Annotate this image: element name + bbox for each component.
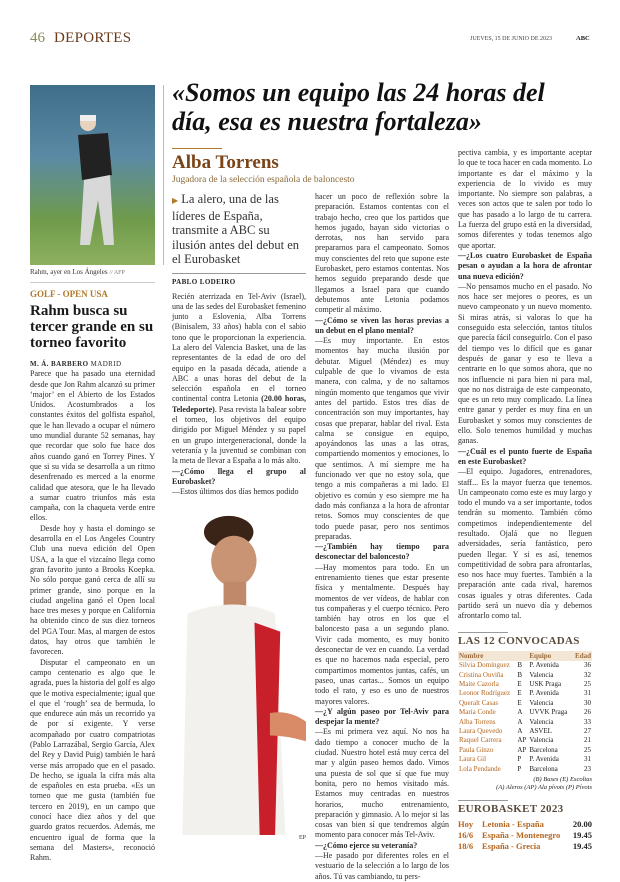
team: Barcelona	[529, 764, 558, 773]
table-row	[458, 679, 592, 688]
team: ASVEL	[529, 727, 552, 735]
caption-text: Rahm, ayer en Los Ángeles	[30, 268, 108, 276]
text: . Pasa revista la balear sobre el torneo, los objetivos del equipo dirigido por Miguel Méndez y su papel en un grupo intergeneracional, donde la veteranía y la juventud se combinan con la meta de llevar a España a lo más alto.	[172, 404, 306, 466]
team: Valencia	[529, 736, 554, 745]
column-separator	[163, 85, 164, 265]
position: P	[517, 755, 522, 764]
position: A	[517, 717, 523, 726]
table-row	[458, 689, 592, 698]
player-name: Laura Gil	[459, 755, 487, 764]
age: 23	[584, 764, 591, 773]
table-row	[458, 670, 592, 679]
player-name: Raquel Carrera	[459, 736, 502, 745]
schedule-title: EUROBASKET 2023	[458, 802, 564, 815]
player-name: María Conde	[459, 708, 496, 717]
golf-article	[30, 359, 155, 864]
deck-text: La alero, una de las líderes de España, transmite a ABC su ilusión antes del debut en el Eurobasket	[172, 192, 300, 266]
interview-answer	[315, 336, 449, 542]
age: 30	[584, 698, 591, 707]
photo-credit: EP	[298, 835, 306, 842]
golf-story	[30, 268, 155, 864]
age: 31	[584, 755, 591, 764]
paragraph: Disputar el campeonato en un campo centenario es algo que le agrada, pues la historia del golf es algo que le motiva especialmente; igual que el que el ‘rough’ sea de bermuda, lo que endurece aún más un recorrido ya de por sí exigente. Y verse acompañado por cuatro compatriotas (Pablo Larrazábal, Sergio García, Alex del Rey y David Puig) también le hará verse más arropado que en el pasado. De hecho, se iguala la cifra más alta de españoles en esta prueba. «Es un torneo que me gusta (también fue tercero en 2019), en un campo que conocí hace diez años y del que guardo gratos recuerdos. Además, me encuentro igual de forma que la semana del Masters», reconoció Rahm.	[30, 657, 155, 863]
rahm-photo	[30, 85, 155, 265]
player-name: Alba Torrens	[459, 717, 496, 726]
interview-question: —¿Los cuatro Eurobasket de España pesan o ayudan a la hora de afrontar una nueva edición?	[458, 250, 592, 281]
position: A	[517, 708, 523, 717]
table-header-row	[458, 651, 592, 661]
interview-question: —¿Cómo se viven las horas previas a un debut en el plano mental?	[315, 315, 449, 335]
table-row	[458, 755, 592, 764]
match-date: Hoy	[458, 818, 474, 829]
player-name: Paula Ginzo	[459, 745, 494, 754]
schedule-row	[458, 819, 592, 830]
position: A	[517, 727, 523, 735]
age: 32	[584, 670, 591, 679]
interviewee-name: Alba Torrens	[172, 152, 279, 173]
schedule-list	[458, 819, 592, 852]
table-row	[458, 661, 592, 670]
age: 33	[584, 717, 591, 726]
divider	[30, 282, 155, 283]
triangle-bullet-icon: ▶	[172, 196, 179, 205]
roster-legend	[458, 776, 592, 792]
match-teams: España - Grecia	[482, 840, 541, 851]
paragraph: Parece que ha pasado una eternidad desde que Jon Rahm alcanzó su primer ‘major’ en el Abierto de los Estados Unidos. Acostumbrados a los constantes éxitos del golfista español, que le han llevado a ocupar el número uno mundial durante 52 semanas, hay que recordar que solo fue hace dos años cuando ganó en Torrey Pines. Y que si su vida se desarrolla a un ritmo desenfrenado es merced a la enorme calidad que atesora, que le ha llevado a sumar cuatro triunfos más esta campaña, con la chaqueta verde entre ellos.	[30, 369, 155, 523]
team: USK Praga	[529, 679, 562, 688]
age: 26	[584, 708, 591, 717]
dateline: JUEVES, 15 DE JUNIO DE 2023	[470, 36, 552, 42]
interview-answer	[315, 192, 449, 316]
text: —El equipo. Jugadores, entrenadores, staff... Es la mayor fuerza que tenemos. Un campeonato como este es muy largo y todo el mundo va a ser importante, todos tendrán su momento. También cómo competimos independientemente del resultado. Ojalá que no lleguen adversidades, sería fantástico, pero pueden llegar. Y si es así, tenemos competitividad de sobra para afrontarlas, eso nos hace muy fuertes. También a la preparación ante cada rival, haremos cosas iguales y otras diferentes. Cada partido será un nuevo día y debemos afrontarlo como tal.	[458, 467, 592, 621]
match-time: 19.45	[572, 829, 592, 840]
player-figure	[172, 505, 306, 835]
col-header: Nombre	[458, 651, 516, 661]
interview-question: —¿Cómo ejerce su veteranía?	[315, 840, 418, 850]
alba-torrens-photo	[172, 505, 306, 835]
position: E	[517, 689, 522, 698]
interview-answer	[315, 727, 449, 840]
position: B	[517, 661, 523, 670]
table-row	[458, 727, 592, 736]
golfer-figure	[70, 105, 115, 255]
interview-headline: «Somos un equipo las 24 horas del día, esa es nuestra fortaleza»	[172, 78, 545, 136]
golf-byline: M. Á. BARBERO MADRID	[30, 360, 122, 368]
text: hacer un poco de reflexión sobre la preparación. Estamos contentas con el trabajo hecho, creo que los partidos que hemos jugado, hayan sido victorias o derrotas, nos han servido para prepararnos para el campeonato. Somos muy conscientes del reto que supone este Eurobasket, pero estamos contentas. Nos hemos seguido preparando desde que llegamos a Israel para que cuando debutemos ante Letonia podamos competir al máximo.	[315, 192, 449, 315]
table-row	[458, 745, 592, 754]
team: Valencia	[529, 698, 554, 707]
interview-answer	[458, 467, 592, 621]
player-name: Lola Pendande	[459, 764, 501, 773]
text: —Es muy importante. En estos momentos hay mucha ilusión por debutar. Miguel (Méndez) es muy culpable de que lo vivamos de esta manera, con calma, y de no saltarnos ningún momento que tengamos que vivir antes del partido. Estos tres días de concentración son muy importantes, hay cosas que preparar, hablar del rival. Esta calma se consigue en equipo, apoyándonos las unas a las otras, compartiendo momentos y emociones, lo que sentimos. A mí siempre me ha funcionado ver que no estoy sola, que tengo a mis compañeras a mi lado. El objetivo es común y eso siempre me ha dado más confianza a la hora de afrontar retos. Somos muy conscientes de que todo puede pasar, pero nos sentimos preparadas.	[315, 336, 449, 541]
match-time: 20.00	[572, 818, 592, 829]
text: —Estos últimos dos días hemos podido	[172, 487, 299, 497]
position: B	[517, 670, 523, 679]
interview-column-3	[458, 148, 592, 622]
age: 25	[584, 745, 591, 754]
photo-caption	[30, 268, 155, 276]
interview-question: —¿Y algún paseo por Tel-Aviv para despejar la mente?	[315, 706, 449, 727]
divider	[458, 800, 508, 801]
legend-line: (A) Aleros (AP) Ala pívots (P) Pívots	[496, 783, 592, 791]
match-date: 18/6	[458, 840, 474, 851]
table-row	[458, 708, 592, 717]
masthead-logo: ABC	[576, 35, 590, 42]
team: UVVK Praga	[529, 708, 568, 717]
text: —Es mi primera vez aquí. No nos ha dado tiempo a conocer mucho de la ciudad. Nuestro hotel está muy cerca del mar y algún paseo hemos dado. Vimos una puesta de sol que sí que fue muy bonita, pero no hemos visitado más. Estamos muy centradas en nuestros horarios, mucho entrenamiento, preparación y gimnasio. A lo mejor si las cosas van bien sí que tendremos algún momento para conocer más Tel-Aviv.	[315, 727, 449, 840]
team: P. Avenida	[529, 661, 559, 670]
golf-kicker: GOLF - OPEN USA	[30, 289, 108, 299]
match-date: 16/6	[458, 829, 474, 840]
col-header	[516, 651, 528, 661]
table-row	[458, 698, 592, 707]
interview-answer	[315, 851, 449, 882]
interviewee-subtitle: Jugadora de la selección española de baloncesto	[172, 175, 355, 185]
interview-story	[172, 78, 590, 882]
interview-question: —¿También hay tiempo para desconectar del baloncesto?	[315, 542, 449, 562]
section-title: DEPORTES	[54, 30, 132, 46]
text: Recién aterrizada en Tel-Aviv (Israel), una de las sedes del Eurobasket femenino junto a Eslovenia, Alba Torrens (Binisalem, 33 años) habla con el sabio tono que le proporcionan la experiencia. La alero del Valencia Basket, una de las representantes de la edad de oro del equipo en la pasada década, atiende a ABC a unas horas del debut de la selección española en el torneo continental contra Letonia	[172, 291, 306, 404]
table-row	[458, 764, 592, 773]
match-teams: España - Montenegro	[482, 829, 561, 840]
position: AP	[517, 736, 527, 745]
legend-line: (B) Bases (E) Escoltas	[533, 775, 592, 783]
interview-answer	[172, 292, 306, 467]
team: P. Avenida	[529, 689, 559, 698]
position: E	[517, 679, 522, 688]
text: pectiva cambia, y es importante aceptar lo que te toca hacer en cada momento. Lo importante es dar el máximo y la experiencia de lo vivido es muy importante. No siempre son palabras, a veces son actos que te salen por todo lo que has pasado a lo largo de tu carrera. La fuerza del grupo está en la diversidad, somos diferentes y todas tenemos algo que aportar.	[458, 148, 592, 250]
col-header: Equipo	[528, 651, 572, 661]
interview-answer	[458, 282, 592, 447]
text: —No pensamos mucho en el pasado. No nos hace ser mejores o peores, es un nuevo campeonato y un nuevo momento. Si miras atrás, si valoras lo que ha conseguido esta selección, tantos títulos que parecía fácil conseguirlo. Con el paso del tiempo ves lo difícil que es ganar después de ganar y eso te lleva a centrarte en lo que somos ahora, que no nos influencie ni para bien ni para mal, que no nos distraiga de este campeonato, que es un reto muy complicado. La línea entre ganar y perder es muy fina en un Eurobasket y somos muy conscientes de ello. Solo tenemos humildad y muchas ganas.	[458, 281, 592, 446]
position: E	[517, 698, 522, 707]
interview-deck	[172, 192, 306, 267]
interview-answer	[315, 563, 449, 707]
player-name: Silvia Domínguez	[459, 661, 510, 670]
team: P. Avenida	[529, 755, 559, 764]
player-name: Queralt Casas	[459, 698, 499, 707]
photo-credit: // AFP	[109, 270, 125, 276]
player-name: Maite Cazorla	[459, 679, 499, 688]
match-time: 19.45	[572, 840, 592, 851]
age: 31	[584, 689, 591, 698]
interview-byline: PABLO LODEIRO	[172, 277, 236, 286]
golf-headline: Rahm busca su tercer grande en su torneo favorito	[30, 303, 154, 351]
team: Valencia	[529, 670, 554, 679]
divider	[172, 148, 222, 149]
text: —He pasado por diferentes roles en el vestuario de la selección a lo largo de los años. Tú vas cambiando, tu pers-	[315, 851, 449, 881]
text: —Hay momentos para todo. En un entrenamiento tienes que estar presente física y mentalmente. Después hay momentos de ver vídeos, de hablar con tus compañeras y el cuerpo técnico. Pero también hay otros en los que el baloncesto pasa a un segundo plano. Vivir cada momento, es muy bonito desconectar de vez en cuando. La verdad es que no hacemos nada especial, pero compartimos momentos juntas, cafés, un paseo, unas cartas... Somos un equipo todo el rato, y eso es uno de nuestros mayores valores.	[315, 562, 449, 706]
schedule-row	[458, 830, 592, 841]
interview-answer	[458, 148, 592, 251]
interview-answer	[172, 487, 306, 497]
interview-column-1	[172, 292, 306, 498]
interview-question: —¿Cómo llega el grupo al Eurobasket?	[172, 466, 306, 486]
interview-column-2	[315, 192, 449, 882]
divider	[458, 632, 508, 633]
roster-title: LAS 12 CONVOCADAS	[458, 634, 580, 647]
age: 36	[584, 661, 591, 670]
age: 27	[584, 727, 591, 735]
position: P	[517, 764, 522, 773]
table-row	[458, 736, 592, 745]
age: 21	[584, 736, 591, 745]
team: Barcelona	[529, 745, 558, 754]
divider	[172, 273, 306, 274]
roster-table	[458, 651, 592, 792]
emphasis: (20.00 horas, Teledeporte)	[172, 394, 306, 414]
table-row	[458, 717, 592, 726]
paragraph: Desde hoy y hasta el domingo se desarrolla en el Los Angeles Country Club una nueva edición del Open USA, a la que el vizcaíno llega como gran favorito junto a Brooks Koepka. No sólo porque ganó cerca de allí su primer grande, sino porque en la ciudad angelina ganó el Open local hace tres meses y porque en California ha obtenido cinco de sus diez torneos del PGA Tour. Mas, al margen de estos datos, hay otros que también le favorecen.	[30, 523, 155, 657]
player-name: Cristina Ouviña	[459, 670, 504, 679]
age: 25	[584, 679, 591, 688]
team: Valencia	[529, 717, 554, 726]
page-number: 46	[30, 30, 45, 46]
interview-question: —¿Cuál es el punto fuerte de España en este Eurobasket?	[458, 446, 592, 466]
col-header: Edad	[572, 651, 592, 661]
match-teams: Letonia - España	[482, 818, 544, 829]
position: AP	[517, 745, 527, 754]
player-name: Leonor Rodríguez	[459, 689, 511, 698]
player-name: Laura Quevedo	[459, 727, 503, 735]
schedule-row	[458, 841, 592, 852]
